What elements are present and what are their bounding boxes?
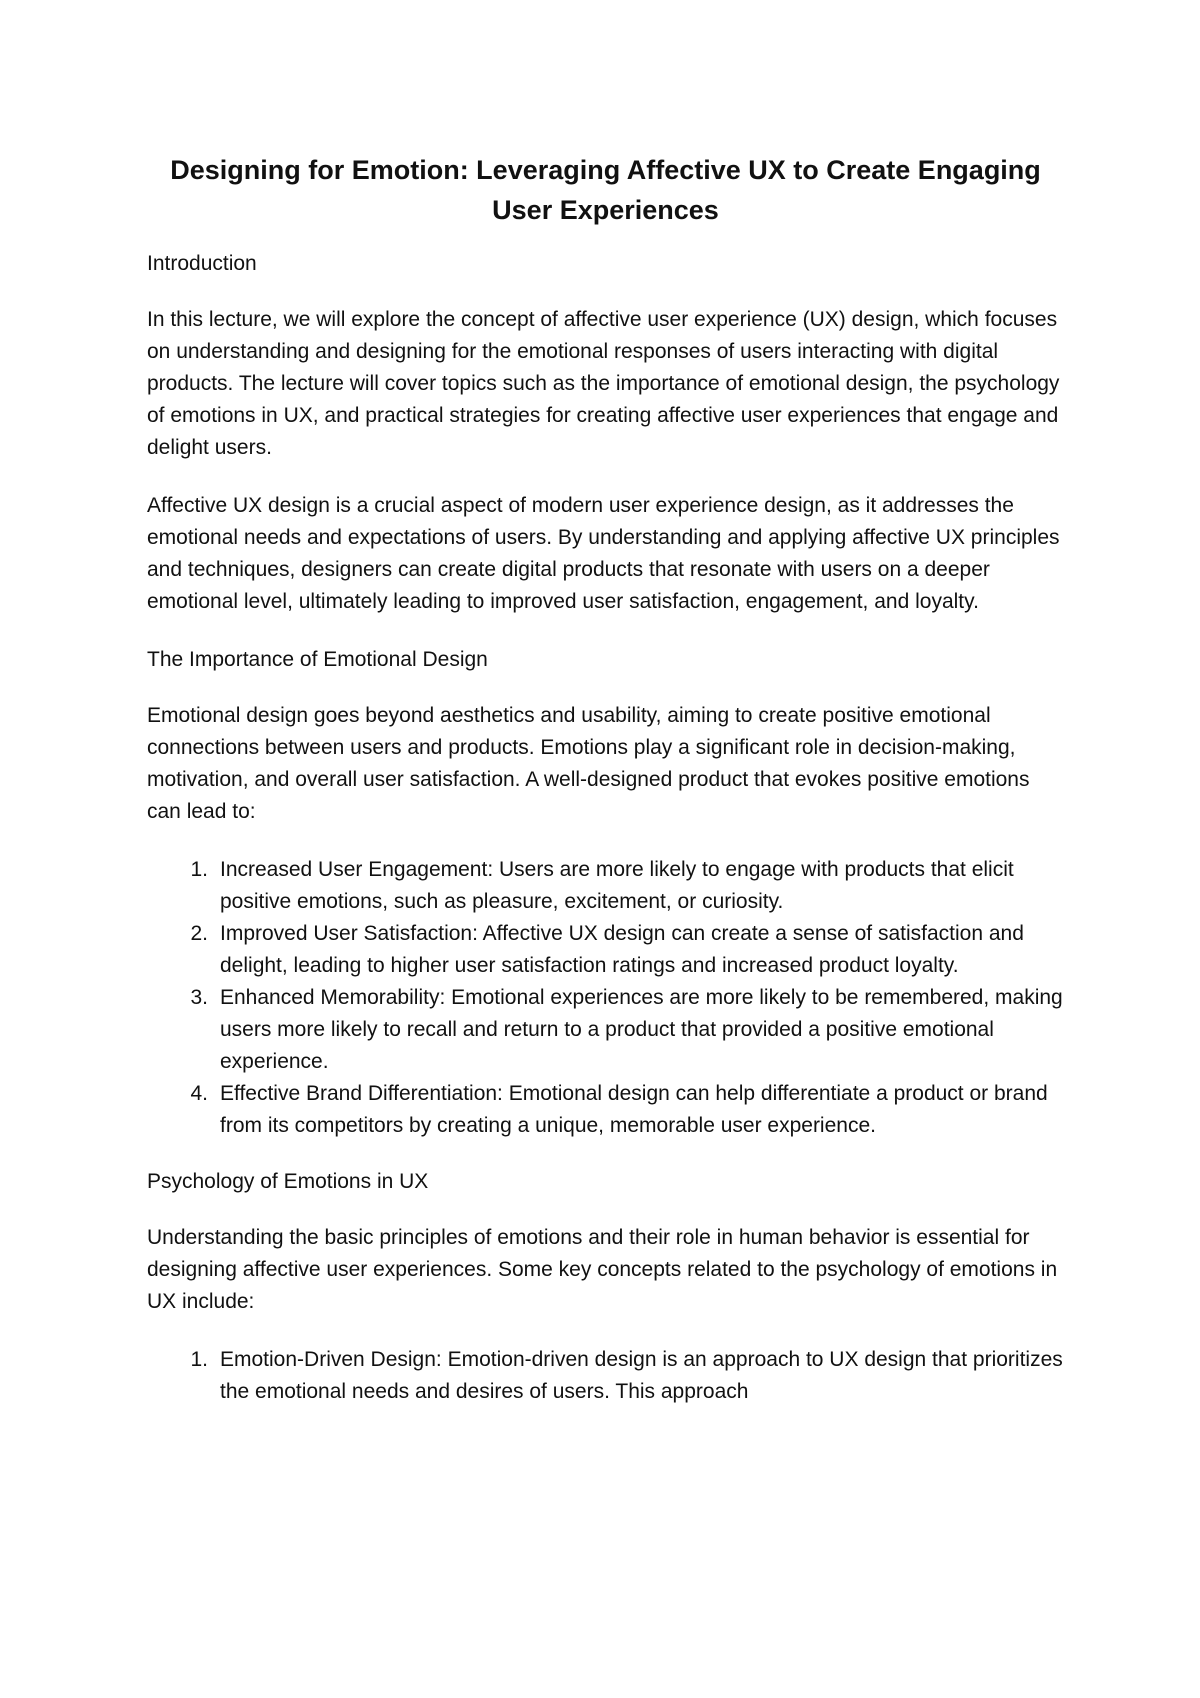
list-number: 1. [190,1348,208,1371]
list-number: 3. [190,986,208,1009]
section-heading-importance: The Importance of Emotional Design [147,648,488,671]
numbered-list-importance [147,854,1064,1142]
list-text: Effective Brand Differentiation: Emotional design can help differentiate a product or brand from its competitors by creating a unique, memorable user experience. [220,1082,1048,1137]
list-item [147,854,1064,918]
list-item [147,918,1064,982]
section-heading-introduction: Introduction [147,252,257,275]
list-item [147,1078,1064,1142]
paragraph: Understanding the basic principles of emotions and their role in human behavior is essential for designing affective user experiences. Some key concepts related to the psychology of emotions in UX include: [147,1226,1058,1313]
list-text: Increased User Engagement: Users are more likely to engage with products that elicit positive emotions, such as pleasure, excitement, or curiosity. [220,858,1014,913]
paragraph: Emotional design goes beyond aesthetics and usability, aiming to create positive emotional connections between users and products. Emotions play a significant role in decision-making, motivation, and overall user satisfaction. A well-designed product that evokes positive emotions can lead to: [147,704,1030,823]
list-item [147,982,1064,1078]
list-text: Enhanced Memorability: Emotional experiences are more likely to be remembered, making users more likely to recall and return to a product that provided a positive emotional experience. [220,986,1063,1073]
numbered-list-psychology [147,1344,1064,1408]
section-heading-psychology: Psychology of Emotions in UX [147,1170,429,1193]
paragraph: In this lecture, we will explore the concept of affective user experience (UX) design, which focuses on understanding and designing for the emotional responses of users interacting with digital products. The lecture will cover topics such as the importance of emotional design, the psychology of emotions in UX, and practical strategies for creating affective user experiences that engage and delight users. [147,308,1060,459]
list-item [147,1344,1064,1408]
list-number: 1. [190,858,208,881]
list-number: 4. [190,1082,208,1105]
document-title: Designing for Emotion: Leveraging Affective UX to Create Engaging User Experiences [170,155,1041,225]
paragraph: Affective UX design is a crucial aspect of modern user experience design, as it addresses the emotional needs and expectations of users. By understanding and applying affective UX principles and techniques, designers can create digital products that resonate with users on a deeper emotional level, ultimately leading to improved user satisfaction, engagement, and loyalty. [147,494,1060,613]
list-text: Improved User Satisfaction: Affective UX design can create a sense of satisfaction and delight, leading to higher user satisfaction ratings and increased product loyalty. [220,922,1024,977]
list-number: 2. [190,922,208,945]
list-text: Emotion-Driven Design: Emotion-driven design is an approach to UX design that prioritizes the emotional needs and desires of users. This approach [220,1348,1063,1403]
